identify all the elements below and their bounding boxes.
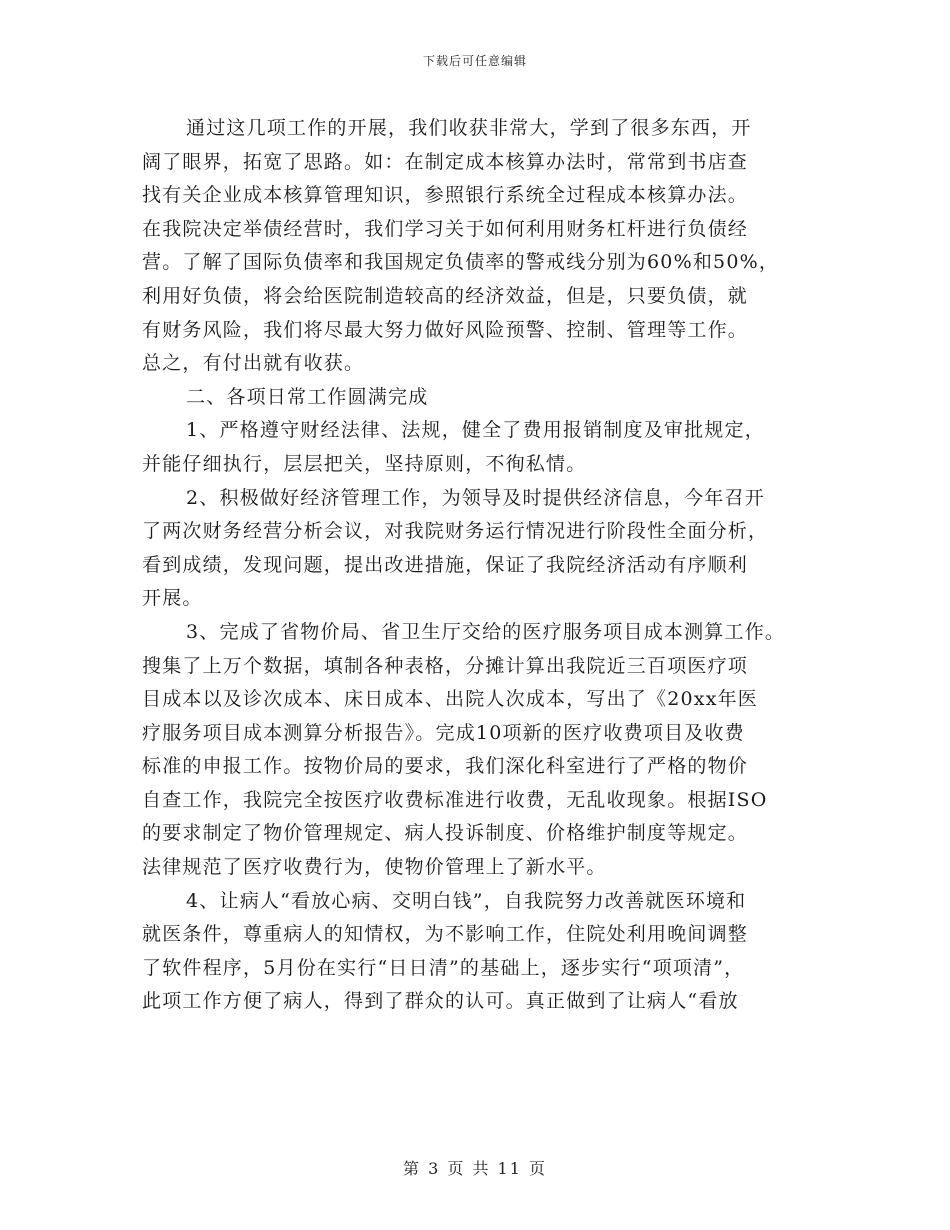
text-line: 总之，有付出就有收获。 <box>142 352 365 375</box>
text-line: 1、严格遵守财经法律、法规，健全了费用报销制度及审批规定， <box>186 419 765 442</box>
text-line: 阔了眼界，拓宽了思路。如：在制定成本核算办法时，常常到书店查 <box>142 150 749 173</box>
text-line: 二、各项日常工作圆满完成 <box>186 385 429 408</box>
text-line: 在我院决定举债经营时，我们学习关于如何利用财务杠杆进行负债经 <box>142 217 749 240</box>
text-line: 此项工作方便了病人，得到了群众的认可。真正做到了让病人“看放 <box>142 990 739 1013</box>
text-line: 就医条件，尊重病人的知情权，为不影响工作，住院处利用晚间调整 <box>142 923 749 946</box>
text-line: 法律规范了医疗收费行为，使物价管理上了新水平。 <box>142 856 607 879</box>
text-line: 2、积极做好经济管理工作，为领导及时提供经济信息，今年召开 <box>186 486 765 509</box>
text-line: 搜集了上万个数据，填制各种表格，分摊计算出我院近三百项医疗项 <box>142 654 749 677</box>
text-line: 有财务风险，我们将尽最大努力做好风险预警、控制、管理等工作。 <box>142 318 749 341</box>
text-line: 找有关企业成本核算管理知识，参照银行系统全过程成本核算办法。 <box>142 184 749 207</box>
text-line: 的要求制定了物价管理规定、病人投诉制度、价格维护制度等规定。 <box>142 822 749 845</box>
text-line: 营。了解了国际负债率和我国规定负债率的警戒线分别为60%和50%， <box>142 251 780 274</box>
text-line: 自查工作，我院完全按医疗收费标准进行收费，无乱收现象。根据ISO <box>142 788 768 811</box>
text-line: 看到成绩，发现问题，提出改进措施，保证了我院经济活动有序顺利 <box>142 553 749 576</box>
text-line: 目成本以及诊次成本、床日成本、出院人次成本，写出了《20xx年医 <box>142 688 759 711</box>
text-line: 开展。 <box>142 587 203 610</box>
page-footer: 第 3 页 共 11 页 <box>403 1159 547 1178</box>
text-line: 了软件程序，5月份在实行“日日清”的基础上，逐步实行“项项清”， <box>142 956 745 979</box>
text-line: 标准的申报工作。按物价局的要求，我们深化科室进行了严格的物价 <box>142 755 749 778</box>
body-text <box>142 112 822 1019</box>
text-line: 通过这几项工作的开展，我们收获非常大，学到了很多东西，开 <box>186 117 752 139</box>
text-line: 4、让病人“看放心病、交明白钱”，自我院努力改善就医环境和 <box>186 889 747 912</box>
text-line: 3、完成了省物价局、省卫生厅交给的医疗服务项目成本测算工作。 <box>186 620 786 643</box>
text-line: 疗服务项目成本测算分析报告》。完成10项新的医疗收费项目及收费 <box>142 721 745 744</box>
text-line: 并能仔细执行，层层把关，坚持原则，不徇私情。 <box>142 452 587 475</box>
text-line: 利用好负债，将会给医院制造较高的经济效益，但是，只要负债，就 <box>142 284 749 307</box>
page-header: 下载后可任意编辑 <box>422 54 527 68</box>
text-line: 了两次财务经营分析会议，对我院财务运行情况进行阶段性全面分析， <box>142 520 769 543</box>
